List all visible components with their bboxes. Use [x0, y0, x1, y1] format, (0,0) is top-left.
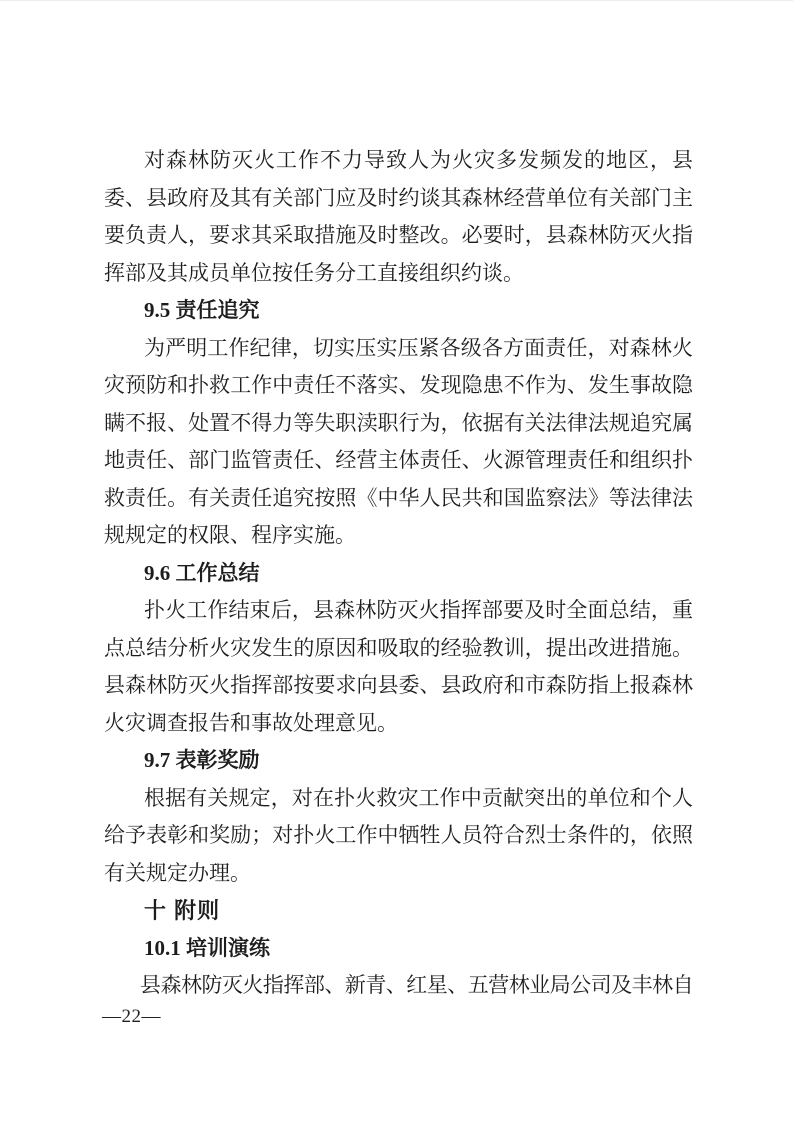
paragraph-work-summary: 扑火工作结束后，县森林防灭火指挥部要及时全面总结，重点总结分析火灾发生的原因和吸取的经验教训，提出改进措施。县森林防灭火指挥部按要求向县委、县政府和市森防指上报森林火灾调查报告和事故处理意见。 [104, 598, 693, 735]
chapter-heading-10-supplementary: 十 附则 [144, 898, 221, 923]
section-heading-9-6-work-summary: 9.6 工作总结 [144, 560, 260, 585]
paragraph-responsibility-investigation: 为严明工作纪律，切实压实压紧各级各方面责任，对森林火灾预防和扑救工作中责任不落实、发现隐患不作为、发生事故隐瞒不报、处置不得力等失职渎职行为，依据有关法律法规追究属地责任、部门监管责任、经营主体责任、火源管理责任和组织扑救责任。有关责任追究按照《中华人民共和国监察法》等法律法规规定的权限、程序实施。 [104, 335, 693, 547]
section-heading-9-5-responsibility: 9.5 责任追究 [144, 298, 260, 322]
page-number: —22— [102, 1006, 161, 1027]
paragraph-training-drill-continued: 县森林防灭火指挥部、新青、红星、五营林业局公司及丰林自 [140, 973, 693, 997]
paragraph-accountability-interviews: 对森林防灭火工作不力导致人为火灾多发频发的地区，县委、县政府及其有关部门应及时约谈其森林经营单位有关部门主要负责人，要求其采取措施及时整改。必要时，县森林防灭火指挥部及其成员单位按任务分工直接组织约谈。 [104, 148, 693, 285]
section-heading-10-1-training-drill: 10.1 培训演练 [144, 935, 270, 960]
document-body [104, 142, 693, 1005]
section-heading-9-7-commendation: 9.7 表彰奖励 [144, 748, 260, 772]
paragraph-commendation-rewards: 根据有关规定，对在扑火救灾工作中贡献突出的单位和个人给予表彰和奖励；对扑火工作中牺牲人员符合烈士条件的，依照有关规定办理。 [104, 785, 693, 885]
